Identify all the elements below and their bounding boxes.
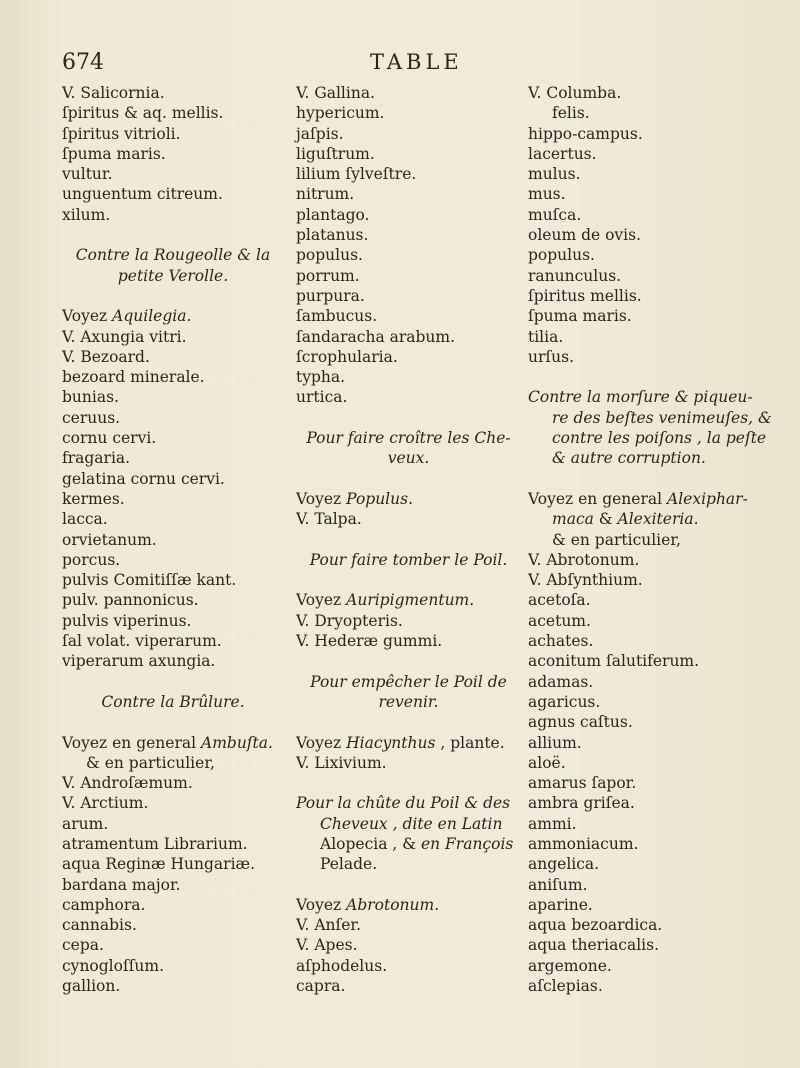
index-entry: V. Abſynthium. bbox=[528, 571, 643, 590]
index-entry: gallion. bbox=[62, 977, 121, 996]
index-entry: V. Lixivium. bbox=[296, 753, 387, 772]
index-entry: populus. bbox=[528, 246, 595, 265]
index-entry: plantago. bbox=[296, 205, 370, 224]
index-entry: Voyez Populus. bbox=[296, 489, 413, 508]
index-entry: & en particulier, bbox=[86, 753, 215, 772]
index-entry: V. Columba. bbox=[528, 84, 622, 102]
index-entry: tilia. bbox=[528, 327, 564, 346]
section-heading-line: Contre la Brûlure. bbox=[101, 692, 245, 711]
index-entry: adamas. bbox=[528, 672, 594, 691]
index-entry: argemone. bbox=[528, 956, 612, 975]
index-entry: aniſum. bbox=[528, 875, 588, 894]
index-entry: purpura. bbox=[296, 286, 365, 305]
index-entry: aparine. bbox=[528, 895, 593, 914]
section-heading bbox=[296, 550, 521, 570]
index-entry: allium. bbox=[528, 733, 582, 752]
index-entry: Voyez en general Alexiphar- bbox=[528, 489, 748, 508]
index-entry: Voyez Aquilegia. bbox=[62, 307, 192, 326]
index-entry: unguentum citreum. bbox=[62, 185, 223, 204]
section-heading-line: Cheveux , dite en Latin bbox=[320, 814, 503, 833]
index-entry: porcus. bbox=[62, 550, 121, 569]
index-entry: nitrum. bbox=[296, 185, 355, 204]
index-entry: orvietanum. bbox=[62, 530, 157, 549]
page-title: TABLE bbox=[370, 50, 463, 74]
section-heading-line: re des beſtes venimeuſes, & bbox=[552, 408, 772, 427]
section-heading-line: Contre la Rougeolle & la bbox=[75, 246, 271, 265]
index-entry: V. Arctium. bbox=[62, 794, 149, 813]
index-entry: V. Apes. bbox=[296, 936, 358, 955]
index-entry: atramentum Librarium. bbox=[62, 834, 248, 853]
section-heading bbox=[296, 428, 521, 469]
section-heading-line: Pour empêcher le Poil de bbox=[310, 672, 507, 691]
index-entry: muſca. bbox=[528, 205, 582, 224]
index-entry: bunias. bbox=[62, 388, 119, 407]
index-entry: ammoniacum. bbox=[528, 834, 639, 853]
section-heading-line: veux. bbox=[387, 449, 430, 468]
index-entry: acetoſa. bbox=[528, 591, 591, 610]
index-entry: cynogloſſum. bbox=[62, 956, 165, 975]
index-entry: jaſpis. bbox=[296, 124, 344, 143]
index-entry: ſpiritus mellis. bbox=[528, 286, 642, 305]
index-entry: cannabis. bbox=[62, 916, 137, 935]
index-entry: Voyez Abrotonum. bbox=[296, 895, 440, 914]
section-heading-line: & autre corruption. bbox=[552, 449, 706, 468]
index-entry: urſus. bbox=[528, 347, 574, 366]
block-spacer bbox=[62, 672, 284, 692]
index-entry: ranunculus. bbox=[528, 266, 622, 285]
index-entry: lacertus. bbox=[528, 144, 597, 163]
index-entry: ſandaracha arabum. bbox=[296, 327, 456, 346]
index-column-3 bbox=[528, 83, 772, 996]
index-entry: ſpiritus & aq. mellis. bbox=[62, 104, 224, 123]
index-entry: ſal volat. viperarum. bbox=[62, 632, 222, 651]
index-entry: gelatina cornu cervi. bbox=[62, 469, 225, 488]
index-entry: V. Talpa. bbox=[296, 510, 362, 529]
index-entry: pulvis viperinus. bbox=[62, 611, 192, 630]
index-entry: aſphodelus. bbox=[296, 956, 388, 975]
index-entry: populus. bbox=[296, 246, 363, 265]
index-entry: oleum de ovis. bbox=[528, 226, 642, 245]
index-entry: angelica. bbox=[528, 855, 600, 874]
index-entry: V. Axungia vitri. bbox=[62, 327, 187, 346]
block-spacer bbox=[528, 367, 768, 387]
index-entry: ſpiritus vitrioli. bbox=[62, 124, 181, 143]
index-entry: Voyez en general Ambuſta. bbox=[62, 733, 273, 752]
index-entry: ammi. bbox=[528, 814, 577, 833]
block-spacer bbox=[296, 469, 521, 489]
index-entry: camphora. bbox=[62, 895, 146, 914]
index-entry: Voyez Auripigmentum. bbox=[296, 591, 475, 610]
index-entry: ſpuma maris. bbox=[528, 307, 632, 326]
index-entry: agaricus. bbox=[528, 692, 601, 711]
index-entry: acetum. bbox=[528, 611, 591, 630]
section-heading-line: revenir. bbox=[378, 692, 439, 711]
index-entry: xilum. bbox=[62, 205, 111, 224]
index-entry: aconitum ſalutiferum. bbox=[528, 652, 700, 671]
index-entry: amarus ſapor. bbox=[528, 774, 637, 793]
index-entry: fragaria. bbox=[62, 449, 131, 468]
index-entry: bezoard minerale. bbox=[62, 368, 205, 387]
section-heading-line: Alopecia , & en François bbox=[320, 834, 514, 853]
section-heading bbox=[528, 387, 772, 468]
section-heading-line: Contre la morſure & piqueu- bbox=[528, 388, 753, 407]
index-entry: aqua theriacalis. bbox=[528, 936, 660, 955]
section-heading-line: Pour faire croître les Che- bbox=[306, 429, 511, 448]
index-entry: V. Salicornia. bbox=[62, 84, 165, 102]
index-entry: pulvis Comitiſſæ kant. bbox=[62, 571, 237, 590]
section-heading-line: Pour la chûte du Poil & des bbox=[296, 794, 511, 813]
section-heading bbox=[62, 692, 284, 712]
index-entry: vultur. bbox=[62, 165, 113, 184]
index-entry: cepa. bbox=[62, 936, 104, 955]
index-entry: lacca. bbox=[62, 510, 108, 529]
index-entry: aloë. bbox=[528, 753, 566, 772]
index-entry: Voyez Hiacynthus , plante. bbox=[296, 733, 505, 752]
section-heading-line: contre les poiſons , la peſte bbox=[552, 429, 767, 448]
index-entry: urtica. bbox=[296, 388, 348, 407]
index-entry: V. Bezoard. bbox=[62, 347, 150, 366]
index-entry: typha. bbox=[296, 368, 346, 387]
index-entry: viperarum axungia. bbox=[62, 652, 216, 671]
index-entry: ceruus. bbox=[62, 408, 121, 427]
index-entry: hippo-campus. bbox=[528, 124, 643, 143]
index-entry: V. Gallina. bbox=[296, 84, 375, 102]
index-entry: ſambucus. bbox=[296, 307, 378, 326]
block-spacer bbox=[62, 225, 284, 245]
index-entry: maca & Alexiteria. bbox=[552, 510, 699, 529]
index-entry: V. Dryopteris. bbox=[296, 611, 403, 630]
index-entry: V. Abrotonum. bbox=[528, 550, 640, 569]
block-spacer bbox=[62, 712, 284, 732]
index-entry: platanus. bbox=[296, 226, 369, 245]
index-entry: porrum. bbox=[296, 266, 360, 285]
block-spacer bbox=[296, 570, 521, 590]
block-spacer bbox=[528, 469, 768, 489]
index-entry: ſcrophularia. bbox=[296, 347, 398, 366]
section-heading bbox=[62, 245, 284, 286]
index-entry: felis. bbox=[552, 104, 590, 123]
section-heading-line: Pour faire tomber le Poil. bbox=[309, 550, 508, 569]
index-entry: lilium ſylveſtre. bbox=[296, 165, 417, 184]
index-entry: ſpuma maris. bbox=[62, 144, 166, 163]
index-entry: ambra griſea. bbox=[528, 794, 635, 813]
block-spacer bbox=[296, 408, 521, 428]
index-entry: & en particulier, bbox=[552, 530, 681, 549]
block-spacer bbox=[296, 530, 521, 550]
index-entry: mus. bbox=[528, 185, 566, 204]
index-entry: pulv. pannonicus. bbox=[62, 591, 199, 610]
index-entry: aqua Reginæ Hungariæ. bbox=[62, 855, 256, 874]
index-column-1 bbox=[62, 83, 284, 996]
index-column-2 bbox=[296, 83, 521, 996]
page-number: 674 bbox=[62, 50, 104, 75]
section-heading-line: Pelade. bbox=[320, 855, 378, 874]
section-heading bbox=[296, 793, 521, 874]
index-entry: arum. bbox=[62, 814, 109, 833]
index-entry: V. Anſer. bbox=[296, 916, 362, 935]
section-heading-line: petite Verolle. bbox=[117, 266, 229, 285]
index-entry: hypericum. bbox=[296, 104, 385, 123]
index-entry: aſclepias. bbox=[528, 977, 603, 996]
index-entry: bardana major. bbox=[62, 875, 181, 894]
index-entry: cornu cervi. bbox=[62, 429, 157, 448]
index-entry: V. Hederæ gummi. bbox=[296, 632, 443, 651]
block-spacer bbox=[296, 651, 521, 671]
index-entry: agnus caſtus. bbox=[528, 713, 633, 732]
index-entry: capra. bbox=[296, 977, 346, 996]
index-entry: kermes. bbox=[62, 489, 125, 508]
block-spacer bbox=[296, 875, 521, 895]
block-spacer bbox=[296, 712, 521, 732]
block-spacer bbox=[62, 286, 284, 306]
block-spacer bbox=[296, 773, 521, 793]
index-entry: V. Androſæmum. bbox=[62, 774, 193, 793]
section-heading bbox=[296, 672, 521, 713]
index-entry: aqua bezoardica. bbox=[528, 916, 663, 935]
index-entry: mulus. bbox=[528, 165, 581, 184]
index-entry: achates. bbox=[528, 632, 594, 651]
index-entry: liguſtrum. bbox=[296, 144, 375, 163]
